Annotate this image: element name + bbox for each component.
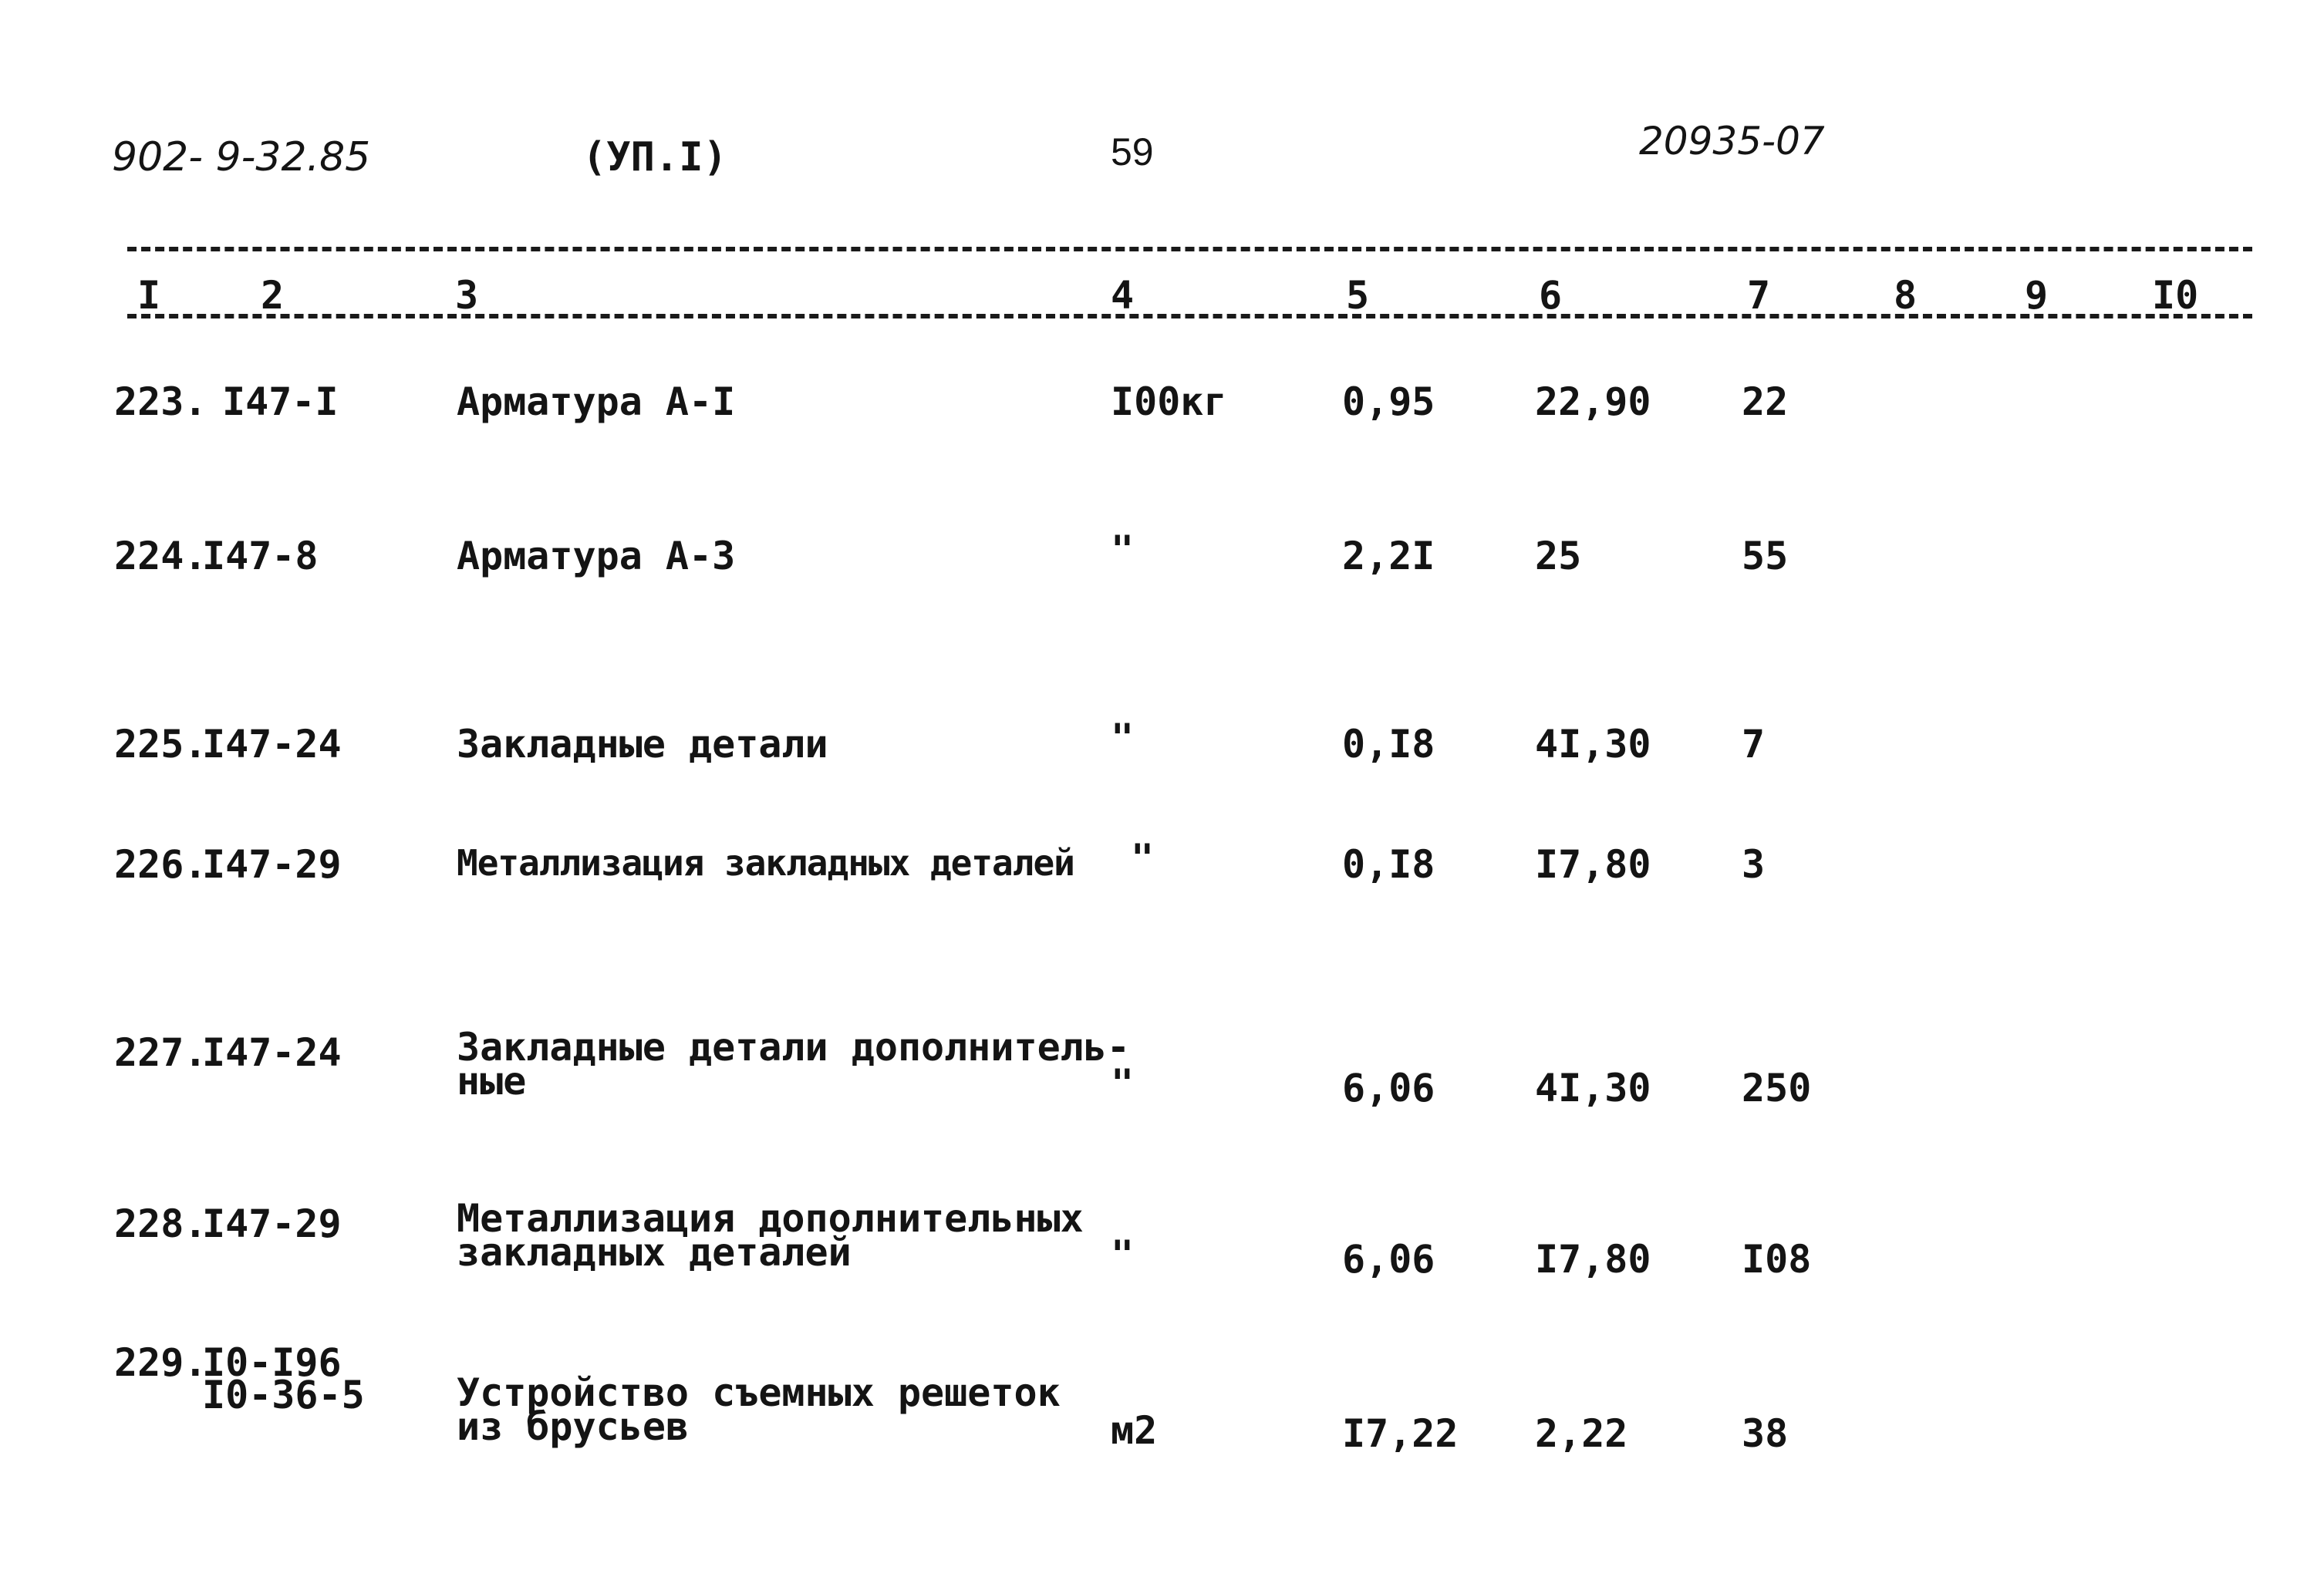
unit: ": [1131, 836, 1155, 881]
unit-price: 2,22: [1535, 1411, 1628, 1456]
quantity: I7,22: [1342, 1411, 1459, 1456]
unit-price: I7,80: [1535, 1237, 1651, 1282]
quantity: 6,06: [1342, 1237, 1435, 1282]
work-name-line: Металлизация дополнительных: [457, 1196, 1084, 1241]
unit: I00кг: [1111, 379, 1227, 424]
column-header: 7: [1747, 273, 1771, 318]
column-header-rule: [127, 314, 2252, 318]
work-name-line: ные: [457, 1059, 527, 1104]
column-header: 6: [1539, 273, 1563, 318]
column-header: 5: [1346, 273, 1370, 318]
work-name-line: Устройство съемных решеток: [457, 1370, 1061, 1415]
rate-code: I47-8: [202, 534, 319, 578]
position-number: 228.: [114, 1201, 207, 1246]
page-number: 59: [1111, 130, 1154, 174]
column-header: I: [137, 273, 161, 318]
quantity: 2,2I: [1342, 534, 1435, 578]
total-cost: 55: [1742, 534, 1789, 578]
archive-number: 20935-07: [1639, 119, 1825, 163]
unit: ": [1111, 716, 1135, 760]
total-cost: 7: [1742, 722, 1766, 767]
rate-code: I47-29: [202, 1201, 342, 1246]
position-number: 225.: [114, 722, 207, 767]
work-name-line: из брусьев: [457, 1404, 690, 1449]
column-header: 9: [2025, 273, 2049, 318]
work-name: Закладные детали: [457, 722, 828, 767]
unit: ": [1111, 1232, 1135, 1277]
column-header: 4: [1111, 273, 1135, 318]
unit-price: 4I,30: [1535, 722, 1651, 767]
rate-code: I47-I: [222, 379, 339, 424]
work-name: [457, 1196, 1084, 1275]
column-header: 2: [261, 273, 285, 318]
quantity: 0,I8: [1342, 722, 1435, 767]
work-name: [457, 1370, 1061, 1449]
total-cost: 250: [1742, 1066, 1812, 1110]
album-reference: (УП.I): [582, 134, 727, 180]
position-number: 229.: [114, 1340, 207, 1385]
total-cost: I08: [1742, 1237, 1812, 1282]
rate-code-secondary: I0-36-5: [202, 1373, 365, 1417]
unit-price: 25: [1535, 534, 1582, 578]
work-name: Металлизация закладных деталей: [457, 842, 1074, 884]
position-number: 226.: [114, 842, 207, 887]
unit-price: 22,90: [1535, 379, 1651, 424]
work-name: [457, 1025, 1130, 1104]
column-header: 3: [455, 273, 479, 318]
rate-code: I0-I96: [202, 1340, 342, 1385]
column-header: 8: [1894, 273, 1918, 318]
position-number: 223.: [114, 379, 207, 424]
total-cost: 38: [1742, 1411, 1789, 1456]
rate-code: I47-24: [202, 1030, 342, 1075]
table-top-rule: [127, 247, 2252, 251]
total-cost: 22: [1742, 379, 1789, 424]
unit-price: I7,80: [1535, 842, 1651, 887]
document-code: 902- 9-32.85: [112, 134, 371, 180]
work-name-line: Закладные детали дополнитель-: [457, 1025, 1130, 1070]
work-name-line: закладных деталей: [457, 1230, 852, 1275]
unit: м2: [1111, 1408, 1158, 1453]
rate-code: I47-24: [202, 722, 342, 767]
unit: ": [1111, 527, 1135, 572]
unit-price: 4I,30: [1535, 1066, 1651, 1110]
quantity: 6,06: [1342, 1066, 1435, 1110]
total-cost: 3: [1742, 842, 1766, 887]
quantity: 0,95: [1342, 379, 1435, 424]
work-name: Арматура А-I: [457, 379, 736, 424]
rate-code: I47-29: [202, 842, 342, 887]
position-number: 227.: [114, 1030, 207, 1075]
position-number: 224.: [114, 534, 207, 578]
unit: ": [1111, 1061, 1135, 1106]
column-header: I0: [2152, 273, 2199, 318]
work-name: Арматура А-3: [457, 534, 736, 578]
quantity: 0,I8: [1342, 842, 1435, 887]
